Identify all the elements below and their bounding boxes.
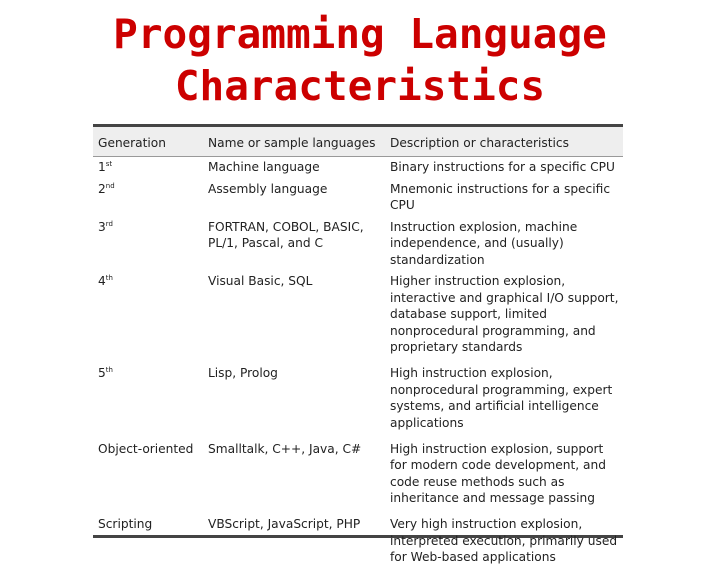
header-generation: Generation (93, 127, 203, 156)
generation-suffix: th (106, 274, 113, 282)
description-cell: Mnemonic instructions for a specific CPU (385, 178, 623, 216)
generation-suffix: rd (106, 220, 113, 228)
language-name-cell: VBScript, JavaScript, PHP (203, 514, 385, 568)
generation-value: 3 (98, 220, 106, 234)
language-name-cell: Visual Basic, SQL (203, 271, 385, 363)
language-name-cell: Machine language (203, 156, 385, 178)
description-cell: Higher instruction explosion, interactive and graphical I/O support, database support, limited nonprocedural programming, and proprietary standards (385, 271, 623, 363)
description-cell: Binary instructions for a specific CPU (385, 156, 623, 178)
language-name-cell: FORTRAN, COBOL, BASIC, PL/1, Pascal, and C (203, 216, 385, 271)
language-name-cell: Lisp, Prolog (203, 363, 385, 439)
table-row (93, 156, 623, 178)
language-generations-table (93, 127, 623, 568)
generation-cell (93, 156, 203, 178)
generation-suffix: st (106, 160, 112, 168)
language-table-container (93, 124, 623, 538)
generation-cell (93, 178, 203, 216)
table-header (93, 127, 623, 156)
description-cell: High instruction explosion, nonprocedural programming, expert systems, and artificial intelligence applications (385, 363, 623, 439)
table-row (93, 216, 623, 271)
description-cell: Very high instruction explosion, interpreted execution, primarily used for Web-based applications (385, 514, 623, 568)
description-cell: High instruction explosion, support for modern code development, and code reuse methods such as inheritance and message passing (385, 438, 623, 514)
generation-value: Scripting (98, 517, 152, 531)
generation-cell (93, 216, 203, 271)
generation-value: 4 (98, 274, 106, 288)
table-row (93, 271, 623, 363)
table-header-row (93, 127, 623, 156)
table-row (93, 363, 623, 439)
table-row (93, 178, 623, 216)
slide-title-line-1: Programming Language (0, 8, 720, 60)
generation-value: 2 (98, 182, 106, 196)
header-description: Description or characteristics (385, 127, 623, 156)
generation-value: 5 (98, 366, 106, 380)
language-name-cell: Smalltalk, C++, Java, C# (203, 438, 385, 514)
slide-title (0, 8, 720, 112)
generation-cell (93, 363, 203, 439)
generation-cell (93, 438, 203, 514)
slide-title-line-2: Characteristics (0, 60, 720, 112)
table-row (93, 438, 623, 514)
generation-cell (93, 514, 203, 568)
header-name: Name or sample languages (203, 127, 385, 156)
generation-cell (93, 271, 203, 363)
generation-value: Object-oriented (98, 442, 193, 456)
generation-suffix: th (106, 366, 113, 374)
table-body (93, 156, 623, 568)
generation-suffix: nd (106, 182, 115, 190)
language-name-cell: Assembly language (203, 178, 385, 216)
table-row (93, 514, 623, 568)
generation-value: 1 (98, 160, 106, 174)
description-cell: Instruction explosion, machine independence, and (usually) standardization (385, 216, 623, 271)
